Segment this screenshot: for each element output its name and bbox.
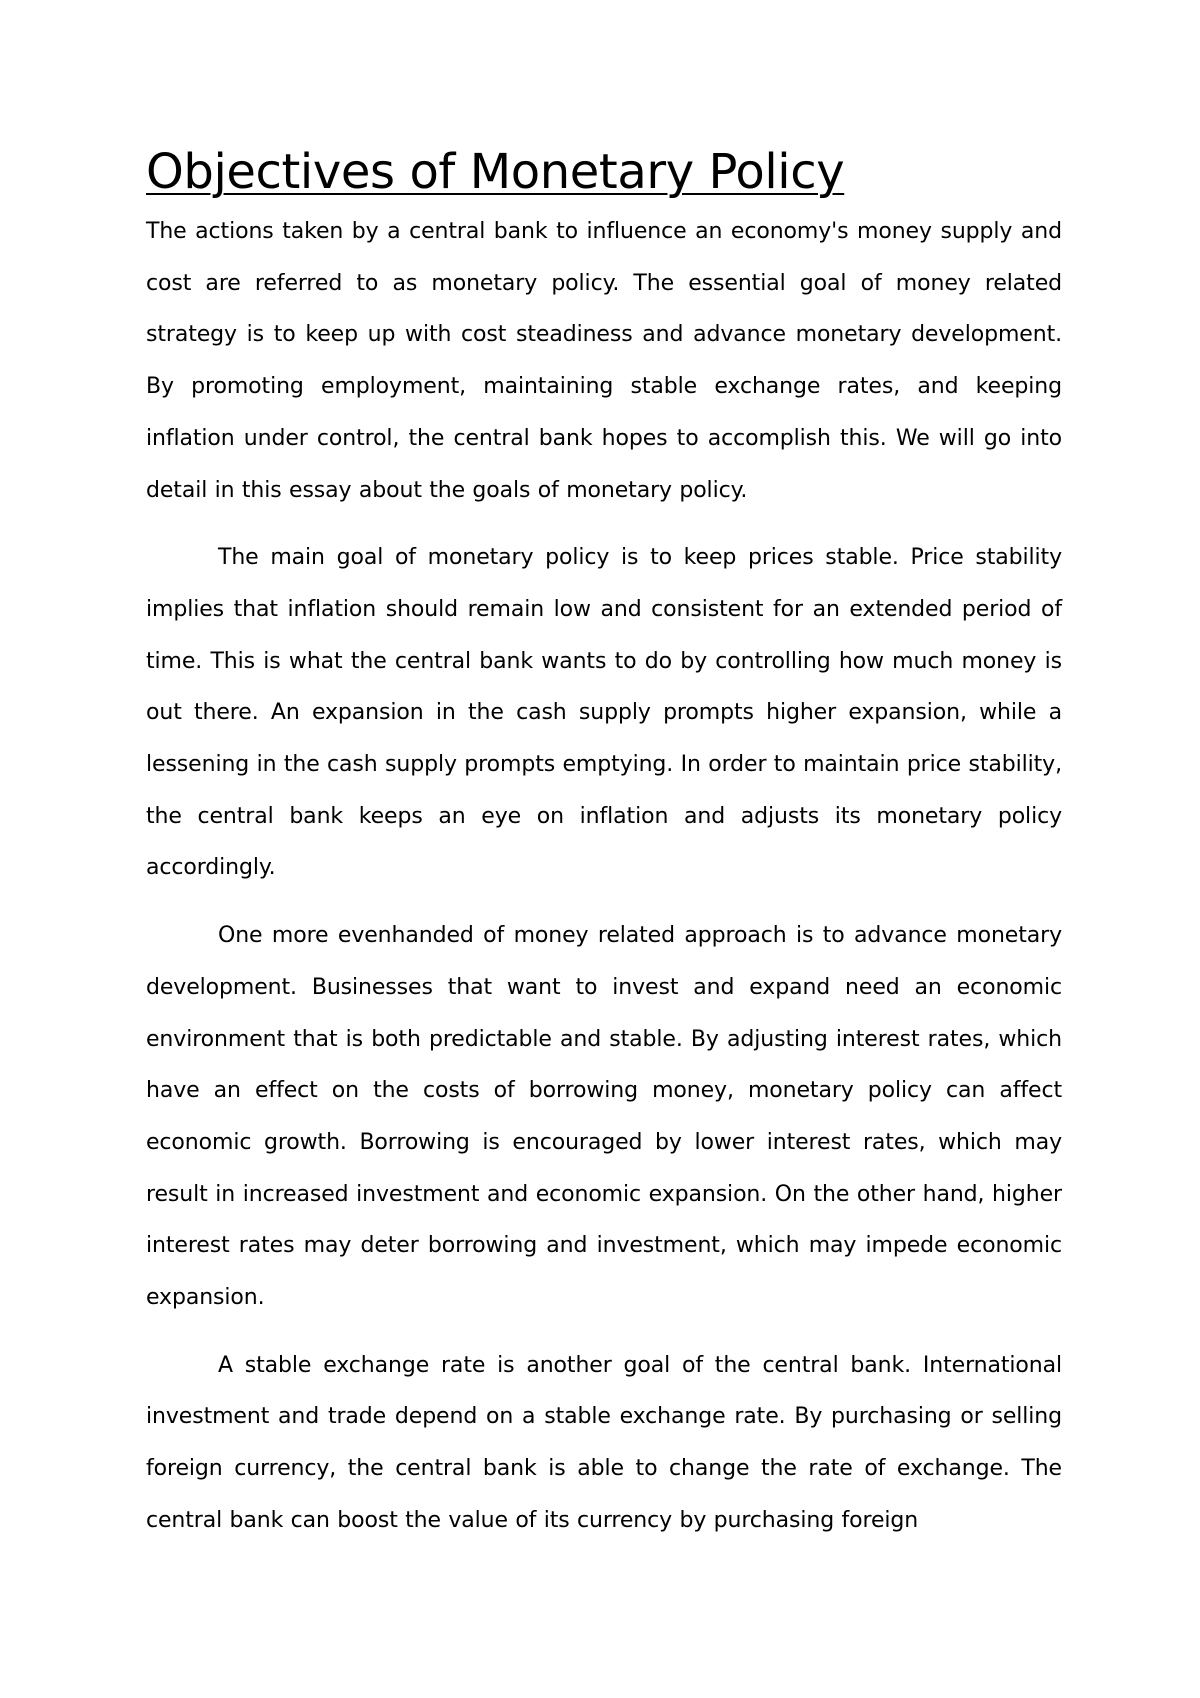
paragraph-intro: The actions taken by a central bank to influence an economy's money supply and cost are referred to as monetary policy. The essential goal of money related strategy is to keep up with cost steadiness and advance monetary development. By promoting employment, maintaining stable exchange rates, and keeping inflation under control, the central bank hopes to accomplish this. We will go into detail in this essay about the goals of monetary policy. <box>146 219 1062 503</box>
document-page <box>146 140 1062 1547</box>
document-title: Objectives of Monetary Policy <box>146 144 845 200</box>
paragraph-price-stability: The main goal of monetary policy is to keep prices stable. Price stability implies that inflation should remain low and consistent for an extended period of time. This is what the central bank wants to do by controlling how much money is out there. An expansion in the cash supply prompts higher expansion, while a lessening in the cash supply prompts emptying. In order to maintain price stability, the central bank keeps an eye on inflation and adjusts its monetary policy accordingly. <box>146 545 1062 881</box>
paragraph-economic-growth: One more evenhanded of money related approach is to advance monetary development. Businesses that want to invest and expand need an economic environment that is both predictable and stable. By adjusting interest rates, which have an effect on the costs of borrowing money, monetary policy can affect economic growth. Borrowing is encouraged by lower interest rates, which may result in increased investment and economic expansion. On the other hand, higher interest rates may deter borrowing and investment, which may impede economic expansion. <box>146 923 1062 1311</box>
paragraph-exchange-rate: A stable exchange rate is another goal of the central bank. International investment and trade depend on a stable exchange rate. By purchasing or selling foreign currency, the central bank is able to change the rate of exchange. The central bank can boost the value of its currency by purchasing foreign <box>146 1352 1062 1533</box>
